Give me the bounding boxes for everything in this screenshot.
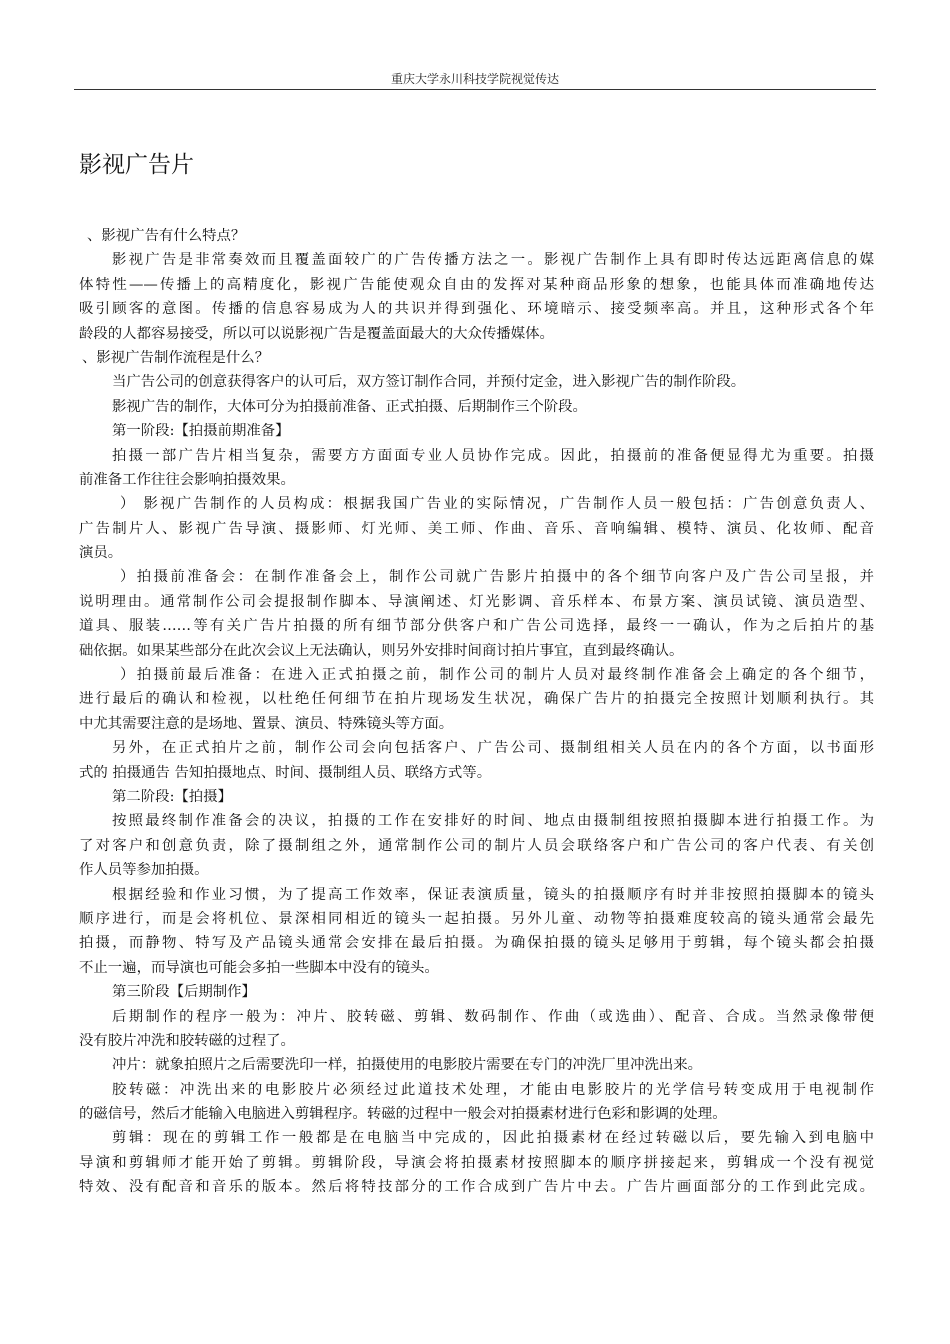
text-line: 当广告公司的创意获得客户的认可后，双方签订制作合同，并预付定金，进入影视广告的制作阶段。 xyxy=(112,374,746,391)
text-line: 中尤其需要注意的是场地、置景、演员、特殊镜头等方面。 xyxy=(79,715,454,732)
text-line: 顺序进行，而是会将机位、景深相同相近的镜头一起拍摄。另外儿童、动物等拍摄难度较高的镜头通常会最先 xyxy=(79,910,874,927)
text-line: 剪辑：现在的剪辑工作一般都是在电脑当中完成的，因此拍摄素材在经过转磁以后，要先输入到电脑中 xyxy=(112,1130,874,1147)
page-header: 重庆大学永川科技学院视觉传达 xyxy=(390,72,559,86)
text-line: 作人员等参加拍摄。 xyxy=(79,862,209,879)
text-line: 影视广告是非常奏效而且覆盖面较广的广告传播方法之一。影视广告制作上具有即时传达远距离信息的媒 xyxy=(112,252,874,269)
text-line: 础依据。如果某些部分在此次会议上无法确认，则另外安排时间商讨拍片事宜，直到最终确认。 xyxy=(79,642,684,659)
text-line: 拍摄，而静物、特写及产品镜头通常会安排在最后拍摄。为确保拍摄的镜头足够用于剪辑，每个镜头都会拍摄 xyxy=(79,935,874,952)
text-line: 第二阶段:【拍摄】 xyxy=(112,788,232,805)
text-line: 说明理由。通常制作公司会提报制作脚本、导演阐述、灯光影调、音乐样本、布景方案、演员试镜、演员造型、 xyxy=(79,593,874,610)
text-line: 进行最后的确认和检视，以杜绝任何细节在拍片现场发生状况，确保广告片的拍摄完全按照计划顺利执行。其 xyxy=(79,691,874,708)
text-line: 广告制片人、影视广告导演、摄影师、灯光师、美工师、作曲、音乐、音响编辑、模特、演员、化妆师、配音 xyxy=(79,520,874,537)
text-line: 影视广告的制作，大体可分为拍摄前准备、正式拍摄、后期制作三个阶段。 xyxy=(112,398,587,415)
text-line: 后期制作的程序一般为：冲片、胶转磁、剪辑、数码制作、作曲（或选曲）、配音、合成。当然录像带便 xyxy=(112,1008,874,1025)
text-line: ）拍摄前最后准备：在进入正式拍摄之前，制作公司的制片人员对最终制作准备会上确定的各个细节， xyxy=(120,667,874,684)
text-line: 道具、服装……等有关广告片拍摄的所有细节部分供客户和广告公司选择，最终一一确认，作为之后拍片的基 xyxy=(79,618,874,635)
header-rule xyxy=(74,89,876,90)
text-line: 、影视广告制作流程是什么？ xyxy=(82,349,270,366)
text-line: 龄段的人都容易接受，所以可以说影视广告是覆盖面最大的大众传播媒体。 xyxy=(79,325,554,342)
text-line: 了对客户和创意负责，除了摄制组之外，通常制作公司的制片人员会联络客户和广告公司的客户代表、有关创 xyxy=(79,837,874,854)
document-title: 影视广告片 xyxy=(79,152,194,178)
text-line: 的磁信号，然后才能输入电脑进入剪辑程序。转磁的过程中一般会对拍摄素材进行色彩和影调的处理。 xyxy=(79,1106,727,1123)
text-line: 第一阶段:【拍摄前期准备】 xyxy=(112,423,290,440)
text-line: 式的 拍摄通告 告知拍摄地点、时间、摄制组人员、联络方式等。 xyxy=(79,764,492,781)
text-line: 拍摄一部广告片相当复杂，需要方方面面专业人员协作完成。因此，拍摄前的准备便显得尤为重要。拍摄 xyxy=(112,447,874,464)
text-line: 演员。 xyxy=(79,545,123,562)
text-line: 胶转磁：冲洗出来的电影胶片必须经过此道技术处理，才能由电影胶片的光学信号转变成用于电视制作 xyxy=(112,1081,874,1098)
text-line: 前准备工作往往会影响拍摄效果。 xyxy=(79,471,295,488)
text-line: 根据经验和作业习惯，为了提高工作效率，保证表演质量，镜头的拍摄顺序有时并非按照拍摄脚本的镜头 xyxy=(112,886,874,903)
text-line: 导演和剪辑师才能开始了剪辑。剪辑阶段，导演会将拍摄素材按照脚本的顺序拼接起来，剪辑成一个没有视觉 xyxy=(79,1154,874,1171)
text-line: 不止一遍，而导演也可能会多拍一些脚本中没有的镜头。 xyxy=(79,959,439,976)
text-line: 另外，在正式拍片之前，制作公司会向包括客户、广告公司、摄制组相关人员在内的各个方面，以书面形 xyxy=(112,740,874,757)
text-line: 没有胶片冲洗和胶转磁的过程了。 xyxy=(79,1032,295,1049)
text-line: 按照最终制作准备会的决议，拍摄的工作在安排好的时间、地点由摄制组按照拍摄脚本进行拍摄工作。为 xyxy=(112,813,874,830)
document-body xyxy=(79,224,874,1200)
text-line: ） 影视广告制作的人员构成：根据我国广告业的实际情况，广告制作人员一般包括：广告创意负责人、 xyxy=(120,496,874,513)
text-line: 第三阶段【后期制作】 xyxy=(112,984,256,1001)
text-line: 特效、没有配音和音乐的版本。然后将特技部分的工作合成到广告片中去。广告片画面部分的工作到此完成。 xyxy=(79,1179,874,1196)
text-line: 吸引顾客的意图。传播的信息容易成为人的共识并得到强化、环境暗示、接受频率高。并且，这种形式各个年 xyxy=(79,301,874,318)
text-line: 冲片：就象拍照片之后需要洗印一样，拍摄使用的电影胶片需要在专门的冲洗厂里冲洗出来。 xyxy=(112,1057,703,1074)
text-line: 、影视广告有什么特点？ xyxy=(87,228,246,244)
text-line: ）拍摄前准备会：在制作准备会上，制作公司就广告影片拍摄中的各个细节向客户及广告公司呈报，并 xyxy=(120,569,874,586)
text-line: 体特性——传播上的高精度化，影视广告能使观众自由的发挥对某种商品形象的想象，也能具体而准确地传达 xyxy=(79,276,874,293)
